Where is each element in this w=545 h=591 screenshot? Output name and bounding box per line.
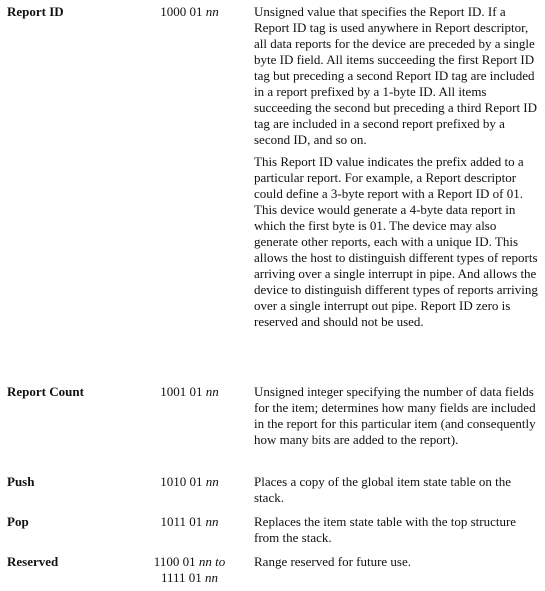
code-suffix: nn xyxy=(205,514,219,529)
code-suffix: nn xyxy=(205,4,219,19)
item-tag-code xyxy=(142,514,237,530)
description-paragraph: Unsigned value that specifies the Report ID. If a Report ID tag is used anywhere in Report descriptor, all data reports for the device are preceded by a single byte ID field. All items succeeding the first Report ID tag but preceding a second Report ID tag are included in a report prefixed by a 1-byte ID. All items succeeding the second but preceding a third Report ID tag are included in a second report prefixed by a second ID, and so on. xyxy=(254,4,538,147)
description-paragraph: This Report ID value indicates the prefix added to a particular report. For example, a Report descriptor could define a 3-byte report with a Report ID of 01. This device would generate a 4-byte data report in which the first byte is 01. The device may also generate other reports, each with a unique ID. This allows the host to distinguish different types of reports arriving over a single interrupt in pipe. And allows the device to distinguish different types of reports arriving over a single interrupt out pipe. Report ID zero is reserved and should not be used. xyxy=(254,154,538,329)
code-prefix: 1011 01 xyxy=(160,514,203,529)
code-prefix: 1100 01 xyxy=(153,554,196,569)
code-suffix: nn xyxy=(205,570,219,585)
item-tag-name: Reserved xyxy=(7,554,59,569)
code-prefix: 1010 01 xyxy=(160,474,203,489)
item-tag-code xyxy=(142,554,237,586)
item-tag-code xyxy=(142,4,237,20)
item-description xyxy=(254,4,542,330)
item-tag-name: Pop xyxy=(7,514,29,529)
item-tag-code xyxy=(142,474,237,490)
item-tag-name: Push xyxy=(7,474,35,489)
description-paragraph: Replaces the item state table with the top structure from the stack. xyxy=(254,514,517,545)
description-paragraph: Places a copy of the global item state table on the stack. xyxy=(254,474,512,505)
item-description xyxy=(254,384,542,448)
item-tag-code xyxy=(142,384,237,400)
item-tag-name: Report Count xyxy=(7,384,84,399)
code-prefix: 1001 01 xyxy=(160,384,203,399)
code-suffix: nn to xyxy=(198,554,226,569)
code-prefix: 1000 01 xyxy=(160,4,203,19)
code-suffix: nn xyxy=(205,474,219,489)
item-description xyxy=(254,514,542,546)
item-tag-name: Report ID xyxy=(7,4,64,19)
description-paragraph: Unsigned integer specifying the number of data fields for the item; determines how many fields are included in the report for this particular item (and consequently how many bits are added to the report). xyxy=(254,384,536,447)
item-description xyxy=(254,554,542,570)
code-prefix: 1111 01 xyxy=(160,570,202,585)
code-suffix: nn xyxy=(205,384,219,399)
description-paragraph: Range reserved for future use. xyxy=(254,554,412,569)
item-description xyxy=(254,474,542,506)
